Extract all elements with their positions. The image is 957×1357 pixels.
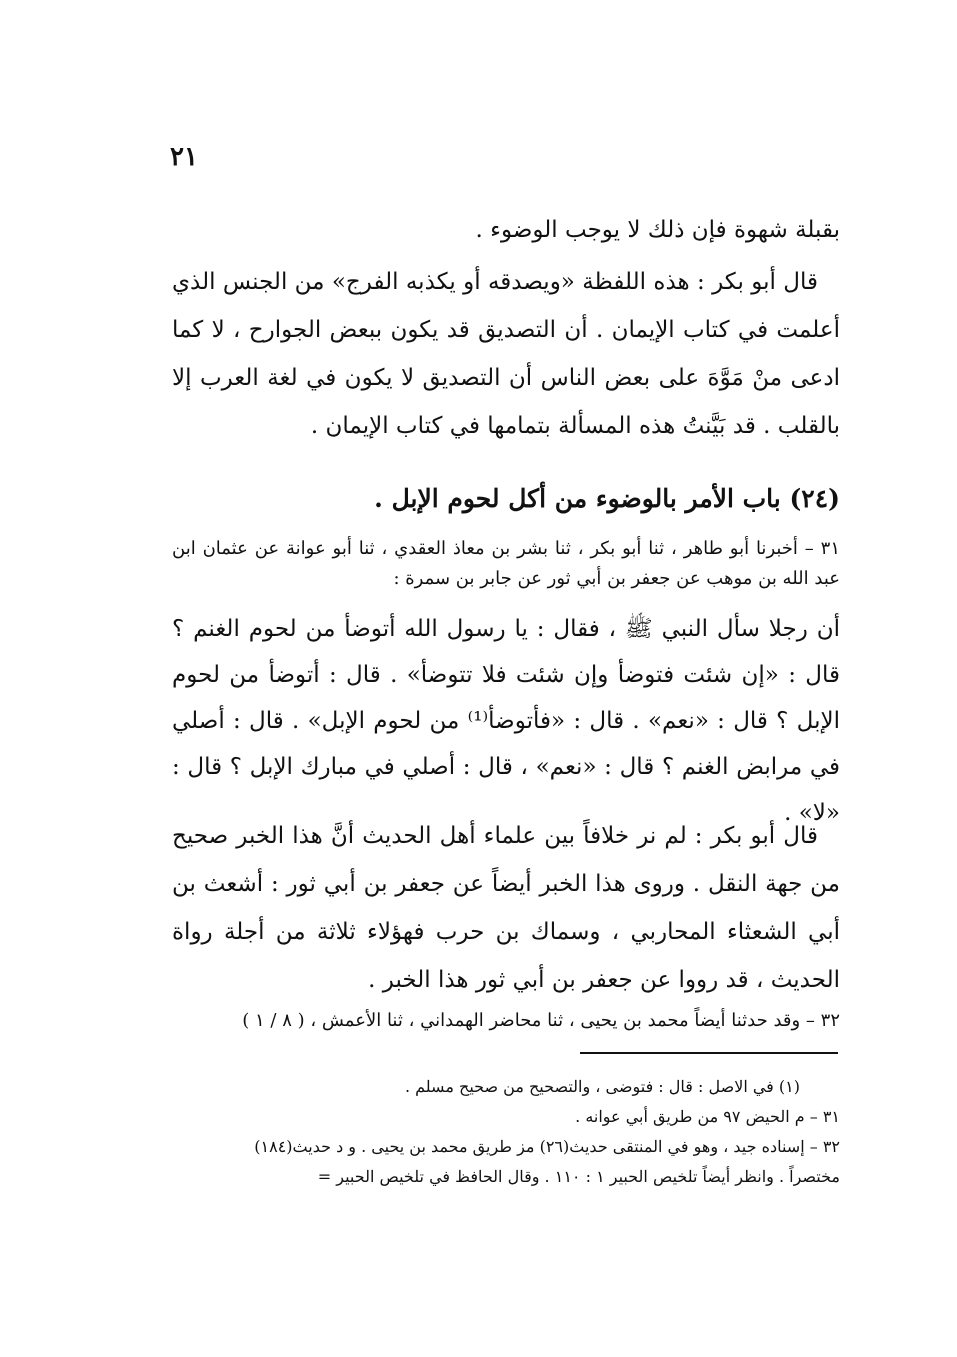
hadith-31-body [172, 606, 840, 836]
commentary-text: قال أبو بكر : لم نر خلافاً بين علماء أهل الحديث أنَّ هذا الخبر صحيح من جهة النقل . وروى هذا الخبر أيضاً عن جعفر بن أبي ثور : أشعث بن أبي الشعثاء المحاربي ، وسماك بن حرب فهؤلاء ثلاثة من أجلة رواة الحديث ، قد رووا عن جعفر بن أبي ثور هذا الخبر . [172, 823, 840, 993]
page-number: ٢١ [170, 142, 198, 172]
hadith-31-chain: ٣١ – أخبرنا أبو طاهر ، ثنا أبو بكر ، ثنا بشر بن معاذ العقدي ، ثنا أبو عوانة عن عثمان ابن عبد الله بن موهب عن جعفر بن أبي ثور عن جابر بن سمرة : [172, 538, 840, 589]
chapter-heading: (٢٤) باب الأمر بالوضوء من أكل لحوم الإبل . [374, 484, 840, 513]
footnotes [172, 1072, 840, 1192]
paragraph-continuation: بقبلة شهوة فإن ذلك لا يوجب الوضوء . [475, 217, 840, 243]
hadith-32-chain: ٣٢ – وقد حدثنا أيضاً محمد بن يحيى ، ثنا محاضر الهمداني ، ثنا الأعمش ، ( ٨ / ١ ) [242, 1010, 840, 1031]
footnote-1: (١) في الاصل : قال : فتوضى ، والتصحيح من صحيح مسلم . [404, 1077, 800, 1096]
abu-bakr-commentary [172, 812, 840, 1004]
footnote-32-line-1: ٣٢ – إسناده جيد ، وهو في المنتقى حديث(٢٦) مز طريق محمد بن يحيى . و د حديث(١٨٤) [254, 1137, 840, 1156]
paragraph-abu-bakr-note: قال أبو بكر : هذه اللفظة «ويصدقه أو يكذبه الفرج» من الجنس الذي أعلمت في كتاب الإيمان . أن التصديق قد يكون ببعض الجوارح ، لا كما ادعى منْ مَوَّهَ على بعض الناس أن التصديق لا يكون في لغة العرب إلا بالقلب . قد بَيَّنتُ هذه المسألة بتمامها في كتاب الإيمان . [172, 269, 840, 439]
footnote-31: ٣١ – م الحيض ٩٧ من طريق أبي عوانه . [575, 1107, 840, 1126]
footnote-divider [580, 1052, 838, 1054]
hadith-31-text: أن رجلا سأل النبي ﷺ ، فقال : يا رسول الله أتوضأ من لحوم الغنم ؟ قال : «إن شئت فتوضأ وإن شئت فلا تتوضأ» . قال : أتوضأ من لحوم الإبل ؟ قال : «نعم» . قال : «فأتوضأ⁽¹⁾ من لحوم الإبل» . قال : أصلي في مرابض الغنم ؟ قال : «نعم» ، قال : أصلي في مبارك الإبل ؟ قال : «لا» . [172, 616, 840, 826]
opening-paragraphs [172, 206, 840, 454]
footnote-32-line-2: مختصراً . وانظر أيضاً تلخيص الحبير ١ : ١١٠ . وقال الحافظ في تلخيص الحبير = [317, 1167, 840, 1186]
